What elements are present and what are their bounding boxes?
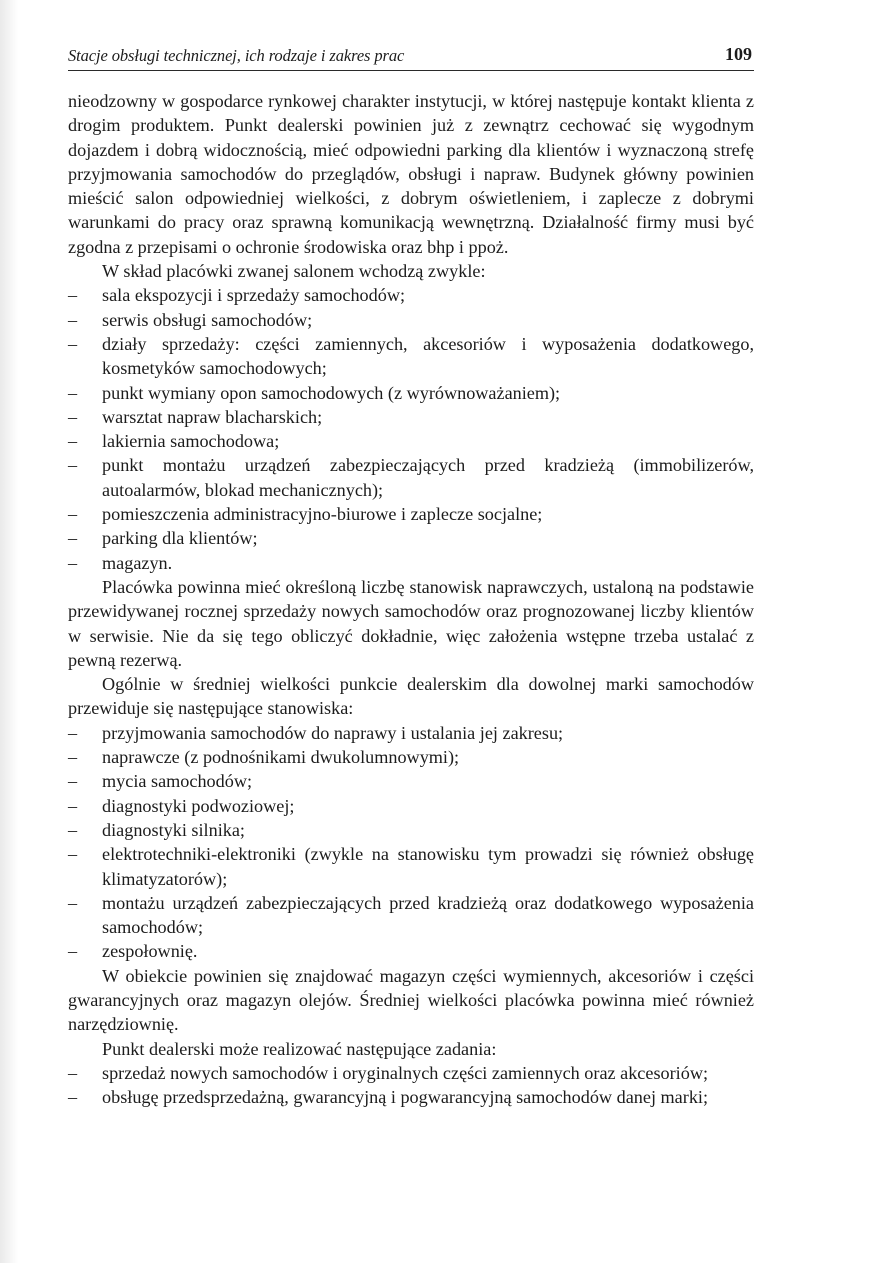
- list-item: [68, 721, 754, 745]
- scan-edge-shadow: [0, 0, 18, 1263]
- dash-bullet: –: [68, 309, 78, 330]
- list-item-text: zespołownię.: [102, 941, 198, 962]
- warehouse-paragraph: W obiekcie powinien się znajdować magazyn części wymiennych, akcesoriów i części gwarancyjnych oraz magazyn olejów. Średniej wielkości placówka powinna mieć również narzędziownię.: [68, 965, 754, 1035]
- list-item: [68, 429, 754, 453]
- list-item-text: sprzedaż nowych samochodów i oryginalnych części zamiennych oraz akcesoriów;: [102, 1062, 709, 1083]
- salon-intro: W skład placówki zwanej salonem wchodzą zwykle:: [102, 261, 486, 282]
- list-item: [68, 842, 754, 891]
- intro-paragraph: nieodzowny w gospodarce rynkowej charakter instytucji, w której następuje kontakt klienta z drogim produktem. Punkt dealerski powinien już z zewnątrz cechować się wygodnym dojazdem i dobrą widocznością, mieć odpowiedni parking dla klientów i wyznaczoną strefę przyjmowania samochodów do przeglądów, obsługi i napraw. Budynek główny powinien mieścić salon odpowiedniej wielkości, z dobrym oświetleniem, i zaplecze z dobrymi warunkami do pracy oraz sprawną komunikacją wewnętrzną. Działalność firmy musi być zgodna z przepisami o ochronie środowiska oraz bhp i ppoż.: [68, 91, 754, 257]
- dash-bullet: –: [68, 552, 78, 573]
- running-title: Stacje obsługi technicznej, ich rodzaje i zakres prac: [68, 46, 405, 65]
- list-item-text: warsztat napraw blacharskich;: [102, 406, 323, 427]
- list-item: [68, 526, 754, 550]
- list-item-text: sala ekspozycji i sprzedaży samochodów;: [102, 285, 406, 306]
- dash-bullet: –: [68, 1087, 78, 1108]
- dash-bullet: –: [68, 844, 78, 865]
- list-item-text: działy sprzedaży: części zamiennych, akcesoriów i wyposażenia dodatkowego, kosmetyków samochodowych;: [102, 333, 754, 379]
- dash-bullet: –: [68, 771, 78, 792]
- list-item: [68, 332, 754, 381]
- list-item: [68, 502, 754, 526]
- dash-bullet: –: [68, 382, 78, 403]
- page-number: 109: [725, 44, 752, 64]
- tasks-list: [68, 1061, 754, 1110]
- dash-bullet: –: [68, 528, 78, 549]
- dash-bullet: –: [68, 722, 78, 743]
- list-item-text: obsługę przedsprzedażną, gwarancyjną i pogwarancyjną samochodów danej marki;: [102, 1087, 709, 1108]
- list-item-text: diagnostyki podwoziowej;: [102, 795, 295, 816]
- dash-bullet: –: [68, 285, 78, 306]
- page-content: [68, 89, 754, 1109]
- list-item: [68, 769, 754, 793]
- list-item-text: pomieszczenia administracyjno-biurowe i zaplecze socjalne;: [102, 504, 543, 525]
- list-item-text: przyjmowania samochodów do naprawy i ustalania jej zakresu;: [102, 722, 564, 743]
- list-item: [68, 381, 754, 405]
- dash-bullet: –: [68, 431, 78, 452]
- list-item-text: mycia samochodów;: [102, 771, 253, 792]
- dash-bullet: –: [68, 333, 78, 354]
- list-item: [68, 818, 754, 842]
- dash-bullet: –: [68, 892, 78, 913]
- list-item-text: punkt wymiany opon samochodowych (z wyrównoważaniem);: [102, 382, 561, 403]
- list-item-text: elektrotechniki-elektroniki (zwykle na stanowisku tym prowadzi się również obsługę klimatyzatorów);: [102, 844, 754, 889]
- list-item-text: montażu urządzeń zabezpieczających przed kradzieżą oraz dodatkowego wyposażenia samochodów;: [102, 892, 754, 938]
- dash-bullet: –: [68, 455, 78, 476]
- list-item: [68, 1085, 754, 1109]
- list-item-text: diagnostyki silnika;: [102, 819, 245, 840]
- stations-paragraph: Placówka powinna mieć określoną liczbę stanowisk naprawczych, ustaloną na podstawie przewidywanej rocznej sprzedaży nowych samochodów oraz prognozowanej liczby klientów w serwisie. Nie da się tego obliczyć dokładnie, więc założenia wstępne trzeba ustalać z pewną rezerwą.: [68, 576, 754, 670]
- dash-bullet: –: [68, 1062, 78, 1083]
- list-item: [68, 745, 754, 769]
- list-item-text: parking dla klientów;: [102, 528, 258, 549]
- list-item: [68, 891, 754, 940]
- dash-bullet: –: [68, 406, 78, 427]
- stations-list: [68, 721, 754, 964]
- list-item-text: magazyn.: [102, 552, 173, 573]
- list-item: [68, 283, 754, 307]
- dash-bullet: –: [68, 504, 78, 525]
- dash-bullet: –: [68, 747, 78, 768]
- dash-bullet: –: [68, 819, 78, 840]
- list-item-text: naprawcze (z podnośnikami dwukolumnowymi);: [102, 747, 460, 768]
- stations-intro: Ogólnie w średniej wielkości punkcie dealerskim dla dowolnej marki samochodów przewiduje się następujące stanowiska:: [68, 674, 754, 719]
- list-item: [68, 551, 754, 575]
- salon-list: [68, 283, 754, 575]
- list-item-text: lakiernia samochodowa;: [102, 431, 280, 452]
- list-item-text: punkt montażu urządzeń zabezpieczających przed kradzieżą (immobilizerów, autoalarmów, blokad mechanicznych);: [102, 455, 754, 500]
- list-item-text: serwis obsługi samochodów;: [102, 309, 313, 330]
- list-item: [68, 405, 754, 429]
- tasks-intro: Punkt dealerski może realizować następujące zadania:: [102, 1038, 497, 1059]
- dash-bullet: –: [68, 795, 78, 816]
- list-item: [68, 453, 754, 502]
- dash-bullet: –: [68, 941, 78, 962]
- list-item: [68, 1061, 754, 1085]
- page-header: [68, 44, 754, 71]
- list-item: [68, 794, 754, 818]
- list-item: [68, 308, 754, 332]
- list-item: [68, 939, 754, 963]
